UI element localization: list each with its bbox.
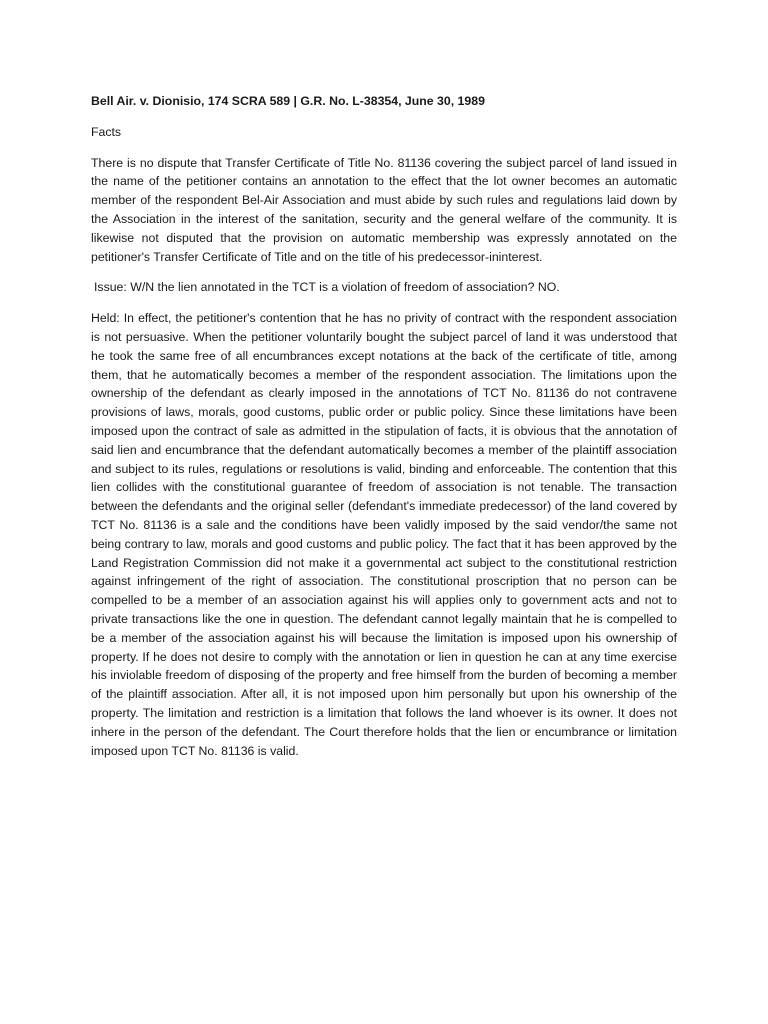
document-body — [91, 92, 677, 772]
case-title: Bell Air. v. Dionisio, 174 SCRA 589 | G.R. No. L-38354, June 30, 1989 — [91, 94, 485, 108]
facts-heading: Facts — [91, 124, 122, 139]
held-paragraph: Held: In effect, the petitioner's contention that he has no privity of contract with the respondent association is not persuasive. When the petitioner voluntarily bought the subject parcel of land it was understood that he took the same free of all encumbrances except notations at the back of the certificate of title, among them, that he automatically becomes a member of the respondent association. The limitations upon the ownership of the defendant as clearly imposed in the annotations of TCT No. 81136 do not contravene provisions of laws, morals, good customs, public order or public policy. Since these limitations have been imposed upon the contract of sale as admitted in the stipulation of facts, it is obvious that the annotation of said lien and encumbrance that the defendant automatically becomes a member of the plaintiff association and subject to its rules, regulations or resolutions is valid, binding and enforceable. The contention that this lien collides with the constitutional guarantee of freedom of association is not tenable. The transaction between the defendants and the original seller (defendant's immediate predecessor) of the land covered by TCT No. 81136 is a sale and the conditions have been validly imposed by the said vendor/the same not being contrary to law, morals and good customs and public policy. The fact that it has been approved by the Land Registration Commission did not make it a governmental act subject to the constitutional restriction against infringement of the right of association. The constitutional proscription that no person can be compelled to be a member of an association against his will applies only to government acts and not to private transactions like the one in question. The defendant cannot legally maintain that he is compelled to be a member of the association against his will because the limitation is imposed upon his ownership of property. If he does not desire to comply with the annotation or lien in question he can at any time exercise his inviolable freedom of disposing of the property and free himself from the burden of becoming a member of the plaintiff association. After all, it is not imposed upon him personally but upon his ownership of the property. The limitation and restriction is a limitation that follows the land whoever is its owner. It does not inhere in the person of the defendant. The Court therefore holds that the lien or encumbrance or limitation imposed upon TCT No. 81136 is valid. — [91, 311, 677, 758]
facts-paragraph: There is no dispute that Transfer Certificate of Title No. 81136 covering the subject parcel of land issued in the name of the petitioner contains an annotation to the effect that the lot owner becomes an automatic member of the respondent Bel-Air Association and must abide by such rules and regulations laid down by the Association in the interest of the sanitation, security and the general welfare of the community. It is likewise not disputed that the provision on automatic membership was expressly annotated on the petitioner's Transfer Certificate of Title and on the title of his predecessor-ininterest. — [91, 155, 677, 264]
issue-paragraph: Issue: W/N the lien annotated in the TCT is a violation of freedom of association? NO. — [94, 280, 560, 295]
